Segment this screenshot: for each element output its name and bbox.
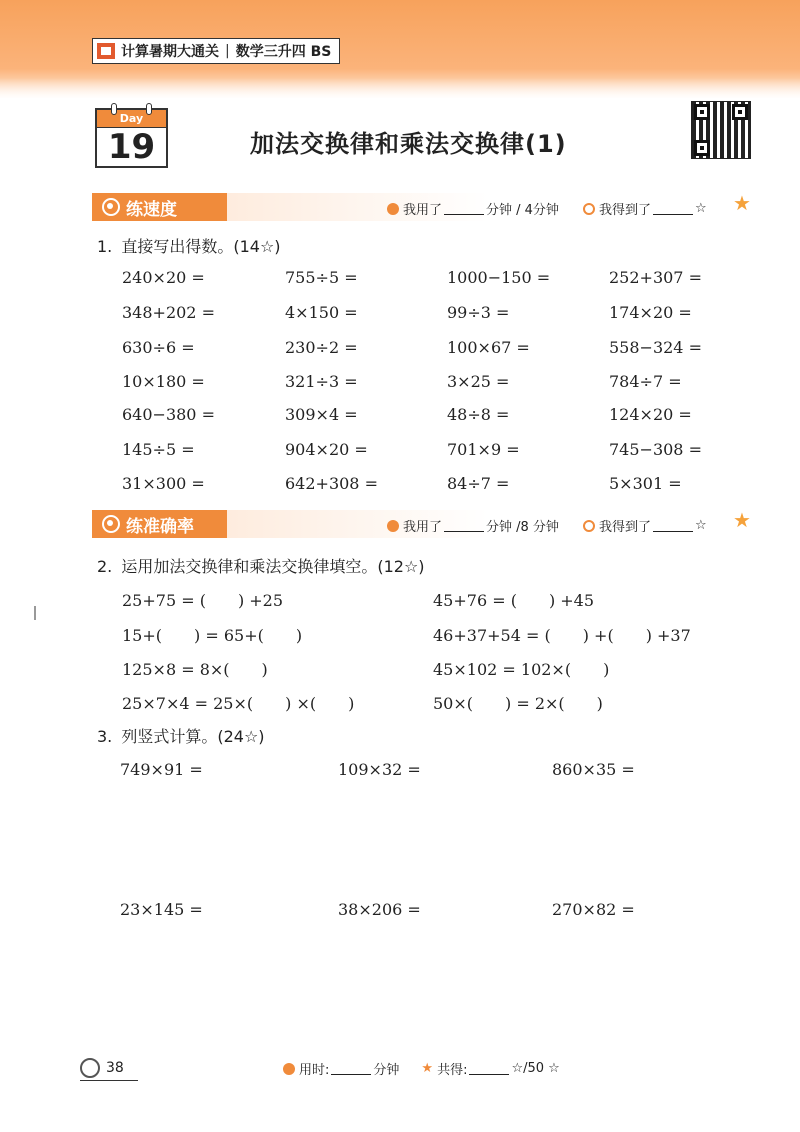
calendar-ring-icon [111,103,117,115]
q1-problem: 145÷5 = [122,440,195,459]
series-separator: | [225,43,230,59]
section-tag-label: 练速度 [126,199,177,220]
q1-problem: 558−324 = [609,338,702,357]
section-tag-accuracy [92,510,227,538]
q3-problem: 749×91 = [120,760,203,779]
q1-prompt: 直接写出得数。(14☆) [121,237,281,256]
q1-problem: 630÷6 = [122,338,195,357]
q1-problem: 10×180 = [122,372,205,391]
star-icon: ★ [733,191,751,215]
page-number-underline [80,1080,138,1081]
check-circle-icon [583,203,595,215]
qr-code-icon[interactable] [691,101,751,159]
calendar-ring-icon [146,103,152,115]
stopwatch-icon [102,198,120,216]
q2-item: 15+( ) = 65+( ) [122,626,303,645]
q1-heading [97,234,281,257]
footer-total-suffix: ☆/50 ☆ [511,1061,560,1076]
day-calendar [95,108,168,168]
footer-time-blank[interactable] [331,1063,371,1075]
book-icon [97,43,115,59]
q2-prompt: 运用加法交换律和乘法交换律填空。(12☆) [121,557,425,576]
q2-item: 46+37+54 = ( ) +( ) +37 [433,626,691,645]
star-icon: ★ [421,1061,434,1076]
q2-item: 25×7×4 = 25×( ) ×( ) [122,694,355,713]
q1-problem: 784÷7 = [609,372,682,391]
used-label: 我用了 [403,203,443,218]
star-label: ☆ [695,518,707,533]
page-number: 38 [106,1060,124,1076]
footer-total-blank[interactable] [469,1063,509,1075]
time-suffix: 分钟 / 4分钟 [486,203,559,218]
q2-item: 25+75 = ( ) +25 [122,591,284,610]
q2-item: 45+76 = ( ) +45 [433,591,595,610]
q1-problem: 904×20 = [285,440,368,459]
score-blank[interactable] [653,203,693,215]
star-label: ☆ [695,201,707,216]
score-blank[interactable] [653,520,693,532]
qr-corner-icon [732,104,748,120]
q3-number: 3. [97,727,113,746]
q1-problem: 5×301 = [609,474,682,493]
time-used-accuracy [387,516,559,535]
q1-problem: 48÷8 = [447,405,510,424]
header-fade [0,78,800,100]
qr-corner-icon [694,104,710,120]
flame-icon [387,203,399,215]
day-label: Day [97,110,166,128]
q1-problem: 100×67 = [447,338,530,357]
q1-problem: 240×20 = [122,268,205,287]
q1-problem: 124×20 = [609,405,692,424]
check-circle-icon [583,520,595,532]
q3-problem: 109×32 = [338,760,421,779]
time-blank[interactable] [444,520,484,532]
footer-summary [283,1059,560,1078]
lesson-title: 加法交换律和乘法交换律(1) [250,130,567,158]
q1-problem: 99÷3 = [447,303,510,322]
q1-problem: 642+308 = [285,474,378,493]
score-accuracy [583,516,707,535]
q1-problem: 4×150 = [285,303,358,322]
section-tag-label: 练准确率 [126,516,194,537]
series-title: 计算暑期大通关 [121,44,219,60]
q2-number: 2. [97,557,113,576]
flame-icon [387,520,399,532]
q3-problem: 860×35 = [552,760,635,779]
sun-icon [80,1058,100,1078]
score-speed [583,199,707,218]
q3-problem: 270×82 = [552,900,635,919]
footer-time-label: 用时: [299,1063,330,1078]
series-label [92,38,340,64]
got-label: 我得到了 [599,520,652,535]
q3-heading [97,724,265,747]
q1-problem: 252+307 = [609,268,702,287]
star-icon: ★ [733,508,751,532]
q2-item: 50×( ) = 2×( ) [433,694,603,713]
footer-total-label: 共得: [437,1063,468,1078]
target-icon [102,515,120,533]
q2-item: 45×102 = 102×( ) [433,660,610,679]
q1-problem: 701×9 = [447,440,520,459]
used-label: 我用了 [403,520,443,535]
q1-problem: 1000−150 = [447,268,551,287]
clock-icon [283,1063,295,1075]
q1-problem: 348+202 = [122,303,215,322]
q3-problem: 23×145 = [120,900,203,919]
section-tag-speed [92,193,227,221]
time-blank[interactable] [444,203,484,215]
q2-item: 125×8 = 8×( ) [122,660,268,679]
q1-problem: 230÷2 = [285,338,358,357]
q1-problem: 174×20 = [609,303,692,322]
q1-problem: 321÷3 = [285,372,358,391]
time-used-speed [387,199,559,218]
margin-mark [34,606,36,620]
q1-problem: 84÷7 = [447,474,510,493]
page-number-block [80,1058,124,1078]
got-label: 我得到了 [599,203,652,218]
footer-time-unit: 分钟 [373,1063,400,1078]
q1-problem: 309×4 = [285,405,358,424]
qr-corner-icon [694,140,710,156]
q1-problem: 31×300 = [122,474,205,493]
q1-problem: 640−380 = [122,405,215,424]
q2-heading [97,554,425,577]
q1-problem: 3×25 = [447,372,510,391]
q3-problem: 38×206 = [338,900,421,919]
q3-prompt: 列竖式计算。(24☆) [121,727,265,746]
series-subtitle: 数学三升四 BS [235,44,332,60]
day-number: 19 [107,127,156,167]
q1-problem: 755÷5 = [285,268,358,287]
q1-problem: 745−308 = [609,440,702,459]
time-suffix: 分钟 /8 分钟 [486,520,559,535]
q1-number: 1. [97,237,113,256]
